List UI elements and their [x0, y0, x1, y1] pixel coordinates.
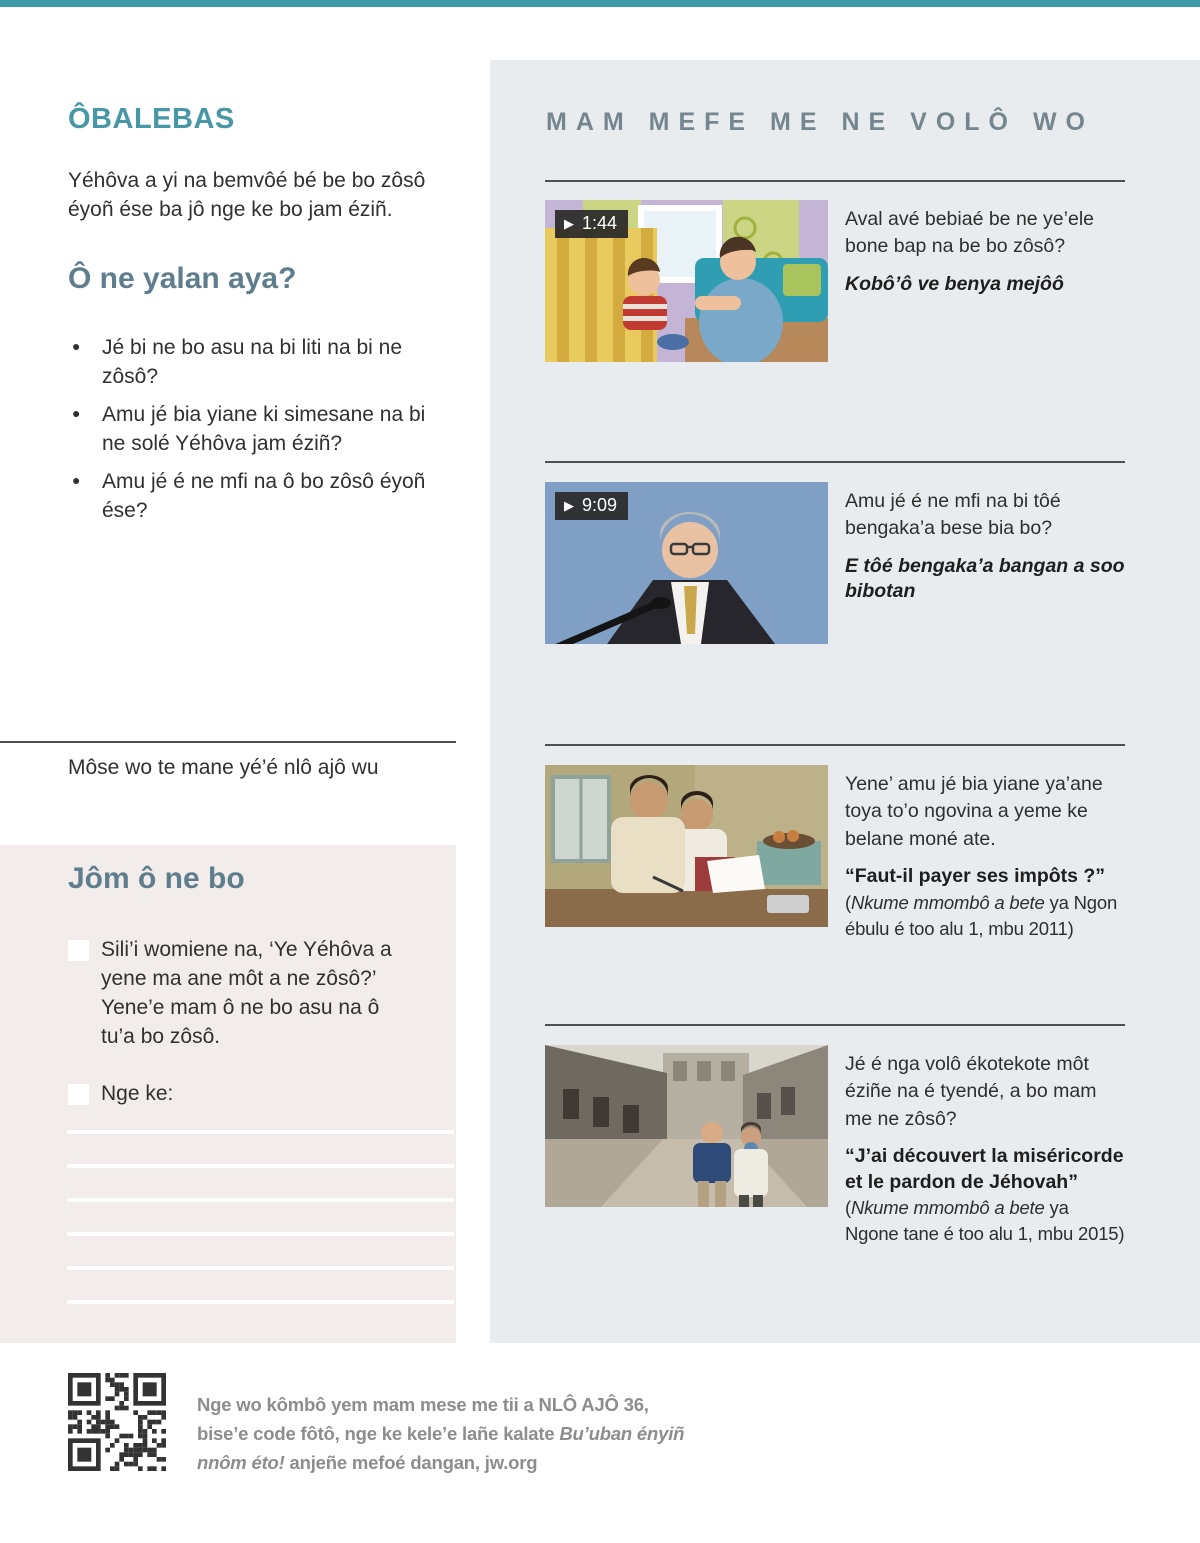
- media-entry: [545, 482, 1125, 644]
- write-line[interactable]: [67, 1198, 454, 1202]
- divider: [545, 461, 1125, 463]
- entry-citation: [845, 890, 1125, 942]
- citation-source: Nkume mmombô a bete: [850, 1197, 1045, 1219]
- write-line[interactable]: [67, 1164, 454, 1168]
- entry-question: Yene’ amu jé bia yiane ya’ane toya to’o ngovina a yeme ke belane moné ate.: [845, 773, 1103, 850]
- question-list: [70, 334, 442, 535]
- checkbox[interactable]: [68, 940, 89, 961]
- question-item: ● Jé bi ne bo asu na bi liti na bi ne zôsô?: [70, 334, 442, 391]
- checkbox[interactable]: [68, 1084, 89, 1105]
- article-thumbnail-couple-paperwork[interactable]: [545, 765, 828, 927]
- paperwork-scene-illustration: [545, 765, 828, 927]
- qr-code: [68, 1373, 166, 1471]
- checklist-item: [68, 1080, 418, 1109]
- divider: [545, 180, 1125, 182]
- entry-article-title: “Faut-il payer ses impôts ?”: [845, 864, 1106, 887]
- divider: [0, 741, 456, 743]
- entry-citation: [845, 1195, 1125, 1247]
- media-panel-title: MAM MEFE ME NE VOLÔ WO: [546, 108, 1094, 136]
- article-thumbnail-couple-walking[interactable]: [545, 1045, 828, 1207]
- divider: [545, 1024, 1125, 1026]
- checklist-item-label: Nge ke:: [101, 1082, 174, 1105]
- citation-open: (: [845, 891, 851, 913]
- video-duration-badge: [555, 210, 628, 238]
- entry-question: Amu jé é ne mfi na bi tôé bengaka’a bese bia bo?: [845, 490, 1061, 540]
- question-heading: Ô ne yalan aya?: [68, 262, 297, 295]
- checklist-item: [68, 936, 418, 1052]
- citation-source: Nkume mmombô a bete: [850, 891, 1045, 913]
- write-line[interactable]: [67, 1300, 454, 1304]
- play-icon: ▶: [564, 215, 574, 231]
- video-duration: 9:09: [582, 495, 618, 515]
- top-accent-bar: [0, 0, 1200, 7]
- entry-question: Jé é nga volô ékotekote môt éziñe na é tyendé, a bo mam me ne zôsô?: [845, 1053, 1097, 1130]
- footer-text-before: Nge wo kômbô yem mam mese me tii a NLÔ AJÔ 36, bise’e code fôtô, nge ke kele’e lañe kalate: [197, 1394, 649, 1445]
- question-item: ● Amu jé é ne mfi na ô bo zôsô éyoñ ése?: [70, 468, 442, 525]
- memorize-note: Môse wo te mane yé’é nlô ajô wu: [68, 756, 379, 779]
- video-thumbnail-speaker[interactable]: [545, 482, 828, 644]
- intro-paragraph: Yéhôva a yi na bemvôé bé be bo zôsô éyoñ ése ba jô nge ke bo jam éziñ.: [68, 169, 426, 221]
- divider: [545, 744, 1125, 746]
- entry-article-title: “J’ai découvert la miséricorde et le pardon de Jéhovah”: [845, 1144, 1124, 1193]
- street-scene-illustration: [545, 1045, 828, 1207]
- footer-note: [197, 1390, 685, 1478]
- play-icon: ▶: [564, 497, 574, 513]
- page-title: ÔBALEBAS: [68, 103, 235, 135]
- video-thumbnail-father-son[interactable]: [545, 200, 828, 362]
- citation-open: (: [845, 1197, 851, 1219]
- citation-rest: ya Ngon ébulu é too alu 1, mbu 2011): [845, 891, 1118, 939]
- write-line[interactable]: [67, 1266, 454, 1270]
- video-duration: 1:44: [582, 213, 618, 233]
- write-line[interactable]: [67, 1130, 454, 1134]
- media-entry: [545, 1045, 1125, 1247]
- footer-text-after: anjeñe mefoé dangan, jw.org: [284, 1452, 538, 1474]
- footer-magazine-title: Bu’uban ényiñ nnôm éto!: [197, 1423, 685, 1474]
- assignment-box-title: Jôm ô ne bo: [68, 862, 245, 895]
- entry-question: Aval avé bebiaé be ne ye’ele bone bap na be bo zôsô?: [845, 208, 1094, 258]
- media-entry: [545, 200, 1125, 362]
- checklist-item-label: Sili’i womiene na, ‘Ye Yéhôva a yene ma ane môt a ne zôsô?’ Yene’e mam ô ne bo asu na ô tu’a bo zôsô.: [101, 938, 392, 1048]
- citation-rest: ya Ngone tane é too alu 1, mbu 2015): [845, 1197, 1125, 1245]
- entry-video-title: Kobô’ô ve benya mejôô: [845, 272, 1064, 295]
- write-lines: [67, 1130, 454, 1334]
- media-entry: [545, 765, 1125, 941]
- video-duration-badge: [555, 492, 628, 520]
- question-item: ● Amu jé bia yiane ki simesane na bi ne solé Yéhôva jam éziñ?: [70, 401, 442, 458]
- entry-video-title: E tôé bengaka’a bangan a soo bibotan: [845, 554, 1125, 603]
- write-line[interactable]: [67, 1232, 454, 1236]
